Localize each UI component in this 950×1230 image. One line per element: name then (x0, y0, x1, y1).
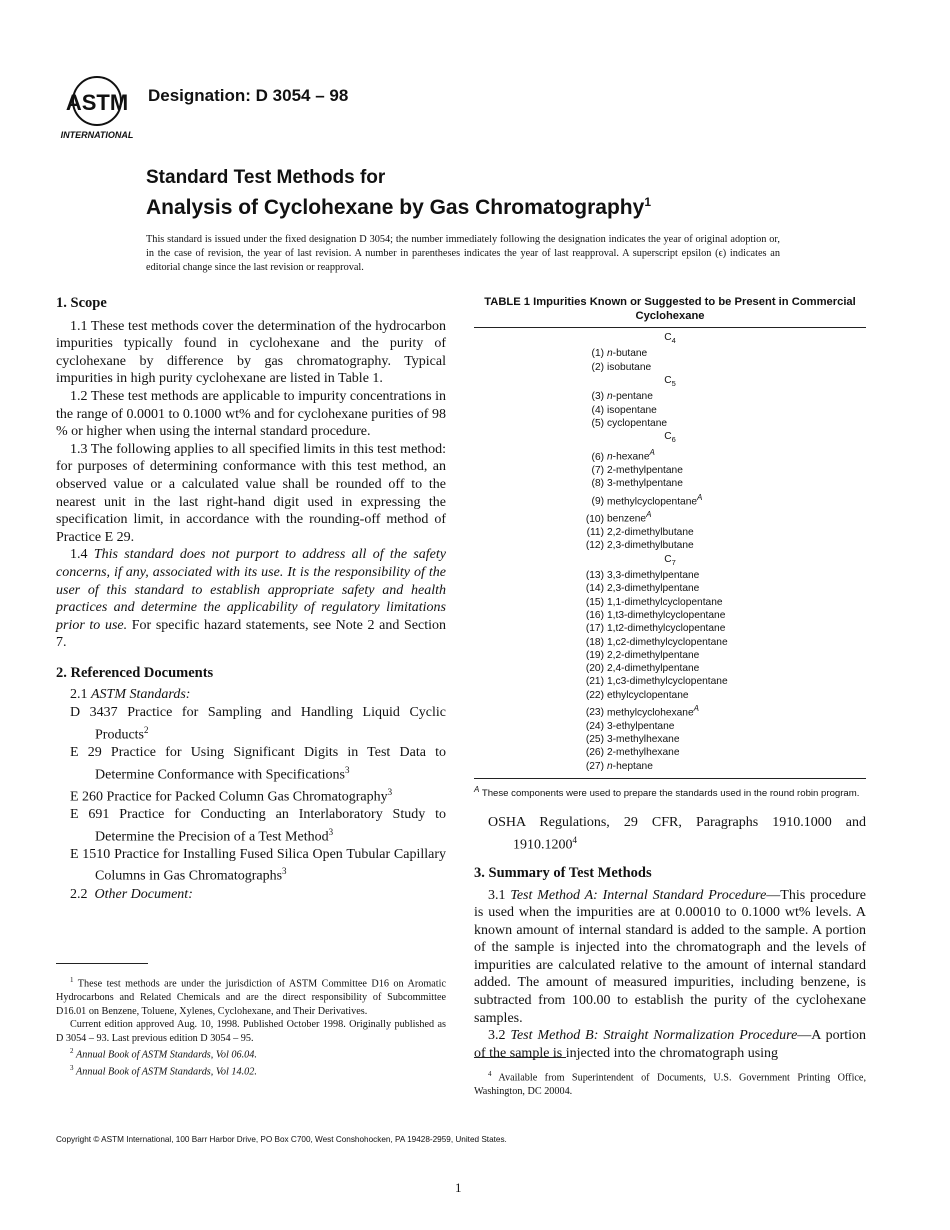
table-group-header (474, 553, 866, 569)
title-line-2: Analysis of Cyclohexane by Gas Chromatography (146, 196, 645, 219)
row-name: -pentane (612, 391, 653, 403)
group-label: C (664, 332, 672, 343)
right-footnote-rule (474, 1057, 566, 1058)
reference-footnote-mark: 3 (387, 786, 393, 797)
footnote-4-mark: 4 (488, 1070, 492, 1078)
table-row (474, 539, 866, 552)
row-name: -butane (612, 348, 648, 360)
row-name: benzene (607, 513, 647, 525)
footnote-3 (56, 1062, 446, 1079)
row-prefix: n (607, 451, 613, 463)
refdocs-list (56, 704, 446, 886)
row-name: 3-methylpentane (607, 478, 683, 490)
table-row (474, 404, 866, 417)
table-row (474, 390, 866, 403)
row-name: 3-methylhexane (607, 734, 680, 745)
row-number: (4) (591, 404, 604, 416)
row-name: 2-methylpentane (607, 465, 683, 477)
standard-note: This standard is issued under the fixed designation D 3054; the number immediately following the designation indicates the year of original adoption or, in the case of revision, the year of last revision. A number in parentheses indicates the year of last reapproval. A superscript epsilon (ϵ) indicates an editorial change since the last revision or reapproval. (146, 234, 780, 273)
scope-1-3: 1.3 The following applies to all specified limits in this test method: for purposes of determining conformance with this test method, an observed value or a calculated value shall be rounded off to the nearest unit in the last right-hand digit used in expressing the specification limit, in accordance with the rounding-off method of Practice E 29. (56, 441, 446, 545)
group-label: C (664, 431, 672, 443)
row-name: isopentane (607, 404, 657, 416)
page-number: 1 (455, 1180, 462, 1195)
refdocs-2-1 (70, 686, 446, 704)
scope-heading: 1. Scope (56, 295, 107, 311)
summary-3-2-text: —A portion of the sample is injected into the chromatograph using (474, 1028, 867, 1061)
row-footnote-mark: A (649, 448, 655, 458)
row-number: (18) (585, 636, 604, 648)
row-number: (26) (585, 747, 604, 759)
row-name: 1,c2-dimethylcyclopentane (607, 636, 728, 648)
table-1-footnote-text: These components were used to prepare the standards used in the round robin program. (481, 788, 860, 800)
row-name: cyclopentane (607, 417, 668, 429)
reference-footnote-mark: 2 (144, 724, 149, 735)
osha-footnote-mark: 4 (572, 834, 577, 845)
row-number: (27) (585, 760, 604, 772)
row-number: (8) (591, 478, 604, 490)
row-name: -hexane (612, 451, 650, 463)
row-number: (7) (591, 465, 604, 477)
footnote-2-mark: 2 (70, 1047, 74, 1056)
table-row (474, 733, 866, 746)
row-number: (23) (585, 707, 604, 719)
group-subscript: 7 (671, 557, 676, 567)
row-name: methylcyclopentane (607, 496, 698, 508)
row-name: 2,2-dimethylbutane (607, 527, 694, 539)
reference-item (70, 846, 446, 886)
footnote-1-mark: 1 (70, 976, 74, 984)
table-row (474, 417, 866, 430)
summary-3-2-label: Test Method B: Straight Normalization Procedure (510, 1028, 798, 1044)
row-number: (22) (585, 689, 604, 701)
logo-subtitle: INTERNATIONAL (60, 130, 134, 140)
table-row (474, 622, 866, 635)
table-row (474, 508, 866, 526)
row-number: (20) (585, 663, 604, 675)
row-number: (3) (591, 391, 604, 403)
astm-logo (58, 74, 136, 142)
left-footnotes (56, 963, 446, 1079)
footnote-2-text: Annual Book of ASTM Standards, Vol 06.04. (76, 1049, 257, 1061)
row-prefix: n (607, 348, 613, 360)
row-number: (5) (591, 417, 604, 429)
footnote-3-mark: 3 (70, 1064, 74, 1073)
footnote-4 (474, 1068, 866, 1099)
row-name: ethylcyclopentane (607, 689, 689, 701)
row-number: (2) (591, 361, 604, 373)
logo-mark: ASTM (65, 90, 129, 115)
row-number: (1) (591, 348, 604, 360)
table-1-footnote (474, 783, 866, 800)
refdocs-2-1-label: ASTM Standards: (91, 687, 191, 703)
table-row (474, 446, 866, 464)
row-footnote-mark: A (697, 492, 703, 502)
row-name: 1,1-dimethylcyclopentane (607, 596, 723, 608)
table-group-header (474, 374, 866, 390)
table-1-title: TABLE 1 Impurities Known or Suggested to be Present in Commercial Cyclohexane (484, 296, 856, 322)
footnote-1-text: These test methods are under the jurisdiction of ASTM Committee D16 on Aromatic Hydrocarbons and Related Chemicals and are the direct responsibility of Subcommittee D16.01 on Benzene, Toluene, Xylenes, Cyclohexane, and Their Derivatives. (56, 978, 446, 1017)
table-row (474, 596, 866, 609)
footnote-2 (56, 1045, 446, 1062)
scope-1-4-italic: This standard does not purport to address all of the safety concerns, if any, associated with its use. It is the responsibility of the user of this standard to establish appropriate safety and health practices and determine the applicability of regulatory limitations prior to use. (56, 547, 446, 633)
row-name: 2,2-dimethylpentane (607, 649, 700, 661)
row-name: 2,4-dimethylpentane (607, 663, 700, 675)
left-column (56, 295, 446, 903)
row-number: (19) (585, 649, 604, 661)
table-group-header (474, 331, 866, 347)
table-row (474, 347, 866, 360)
row-name: 2-methylhexane (607, 747, 680, 759)
title-line-1: Standard Test Methods for (146, 167, 386, 188)
document-title (146, 166, 651, 220)
row-prefix: n (607, 760, 613, 772)
row-footnote-mark: A (693, 704, 699, 714)
summary-heading: 3. Summary of Test Methods (474, 864, 652, 881)
right-footnotes (474, 1057, 866, 1099)
row-number: (15) (585, 596, 604, 608)
row-footnote-mark: A (646, 510, 652, 520)
reference-item (70, 704, 446, 744)
row-number: (10) (585, 513, 604, 525)
scope-1-1: 1.1 These test methods cover the determination of the hydrocarbon impurities typically found in cyclohexane and the purity of cyclohexane by difference by gas chromatography. Typical impurities in high purity cyclohexane are listed in Table 1. (56, 318, 446, 387)
row-name: 3,3-dimethylpentane (607, 570, 700, 582)
scope-1-4-rest: For specific hazard statements, see Note 2 and Section 7. (56, 617, 446, 651)
copyright: Copyright © ASTM International, 100 Barr Harbor Drive, PO Box C700, West Conshohocken, PA 19428-2959, United States. (56, 1135, 507, 1144)
row-number: (11) (586, 527, 604, 539)
row-number: (17) (585, 623, 604, 635)
table-1-footnote-mark: A (474, 784, 480, 794)
table-row (474, 636, 866, 649)
table-row (474, 760, 866, 773)
table-row (474, 662, 866, 675)
table-row (474, 702, 866, 720)
group-label: C (664, 374, 672, 386)
row-number: (6) (591, 451, 604, 463)
table-row (474, 689, 866, 702)
row-name: methylcyclohexane (607, 707, 694, 719)
row-number: (25) (585, 734, 604, 745)
row-number: (12) (585, 540, 604, 552)
row-prefix: n (607, 391, 613, 403)
scope-1-2: 1.2 These test methods are applicable to impurity concentrations in the range of 0.0001 to 0.1000 wt% and for cyclohexane purities of 98 % or higher when using the internal standard procedure. (56, 388, 446, 440)
title-footnote-mark: 1 (644, 195, 651, 209)
row-name: 1,t2-dimethylcyclopentane (607, 623, 726, 635)
table-row (474, 649, 866, 662)
table-row (474, 582, 866, 595)
group-subscript: 6 (671, 435, 676, 445)
reference-footnote-mark: 3 (282, 866, 287, 877)
table-group-header (474, 430, 866, 446)
row-name: 1,c3-dimethylcyclopentane (607, 676, 728, 688)
group-label: C (664, 553, 672, 565)
reference-text: E 1510 Practice for Installing Fused Silica Open Tubular Capillary Columns in Gas Chromatographs (70, 846, 446, 885)
table-1 (474, 327, 866, 779)
table-row (474, 491, 866, 509)
summary-3-2-num: 3.2 (488, 1028, 506, 1044)
row-number: (14) (585, 583, 604, 595)
table-row (474, 569, 866, 582)
group-subscript: 5 (671, 378, 676, 388)
reference-text: E 691 Practice for Conducting an Interlaboratory Study to Determine the Precision of a Test Method (70, 807, 446, 845)
table-row (474, 609, 866, 622)
reference-footnote-mark: 3 (344, 764, 350, 775)
row-name: 3-ethylpentane (607, 720, 675, 732)
reference-footnote-mark: 3 (328, 826, 334, 837)
table-row (474, 675, 866, 688)
row-name: 1,t3-dimethylcyclopentane (607, 609, 726, 621)
designation: Designation: D 3054 – 98 (148, 86, 349, 105)
osha-reference (488, 814, 866, 854)
refdocs-2-2-num: 2.2 (70, 886, 88, 902)
reference-text: E 29 Practice for Using Significant Digits in Test Data to Determine Conformance with Specifications (70, 744, 446, 783)
row-number: (9) (591, 496, 604, 508)
footnote-4-text: Available from Superintendent of Documents, U.S. Government Printing Office, Washington, DC 20004. (474, 1072, 866, 1097)
footnote-1b: Current edition approved Aug. 10, 1998. Published October 1998. Originally published as D 3054 – 93. Last previous edition D 3054 – 95. (56, 1019, 446, 1044)
row-name: 2,3-dimethylbutane (607, 540, 694, 552)
reference-text: D 3437 Practice for Sampling and Handling Liquid Cyclic Products (70, 705, 446, 743)
row-number: (16) (585, 609, 604, 621)
footnote-3-text: Annual Book of ASTM Standards, Vol 14.02. (76, 1066, 257, 1078)
table-row (474, 526, 866, 539)
group-subscript: 4 (671, 336, 676, 346)
refdocs-2-2-label: Other Document: (94, 886, 193, 902)
row-name: isobutane (607, 361, 652, 373)
refdocs-2-1-num: 2.1 (70, 687, 88, 703)
reference-item (70, 784, 446, 806)
table-row (474, 477, 866, 490)
refdocs-2-2 (70, 886, 446, 904)
scope-1-4-num: 1.4 (70, 547, 88, 563)
summary-3-1 (474, 887, 866, 1028)
table-row (474, 746, 866, 759)
table-row (474, 361, 866, 374)
summary-3-1-num: 3.1 (488, 887, 506, 903)
row-number: (24) (585, 720, 604, 732)
footnote-1 (56, 974, 446, 1018)
table-row (474, 720, 866, 733)
scope-1-4 (56, 546, 446, 652)
row-number: (21) (585, 676, 604, 688)
refdocs-heading: 2. Referenced Documents (56, 664, 214, 681)
row-number: (13) (585, 570, 604, 582)
table-row (474, 464, 866, 477)
row-name: 2,3-dimethylpentane (607, 583, 700, 595)
reference-item (70, 806, 446, 846)
reference-text: E 260 Practice for Packed Column Gas Chromatography (70, 789, 388, 805)
reference-item (70, 744, 446, 784)
right-column (474, 295, 866, 1062)
osha-text: OSHA Regulations, 29 CFR, Paragraphs 1910.1000 and 1910.1200 (488, 815, 866, 853)
summary-3-1-text: —This procedure is used when the impurities are at 0.00010 to 0.1000 wt% levels. A known amount of internal standard is added to the sample. A portion of the sample is injected into the chromatograph and the levels of impurities are calculated relative to the amount of internal standard added. The amount of measured impurities, including benzene, is subtracted from 100.00 to establish the purity of the cyclohexane samples. (474, 887, 866, 1026)
summary-3-1-label: Test Method A: Internal Standard Procedure (510, 887, 767, 903)
footnote-rule (56, 963, 148, 964)
row-name: -heptane (612, 760, 653, 772)
